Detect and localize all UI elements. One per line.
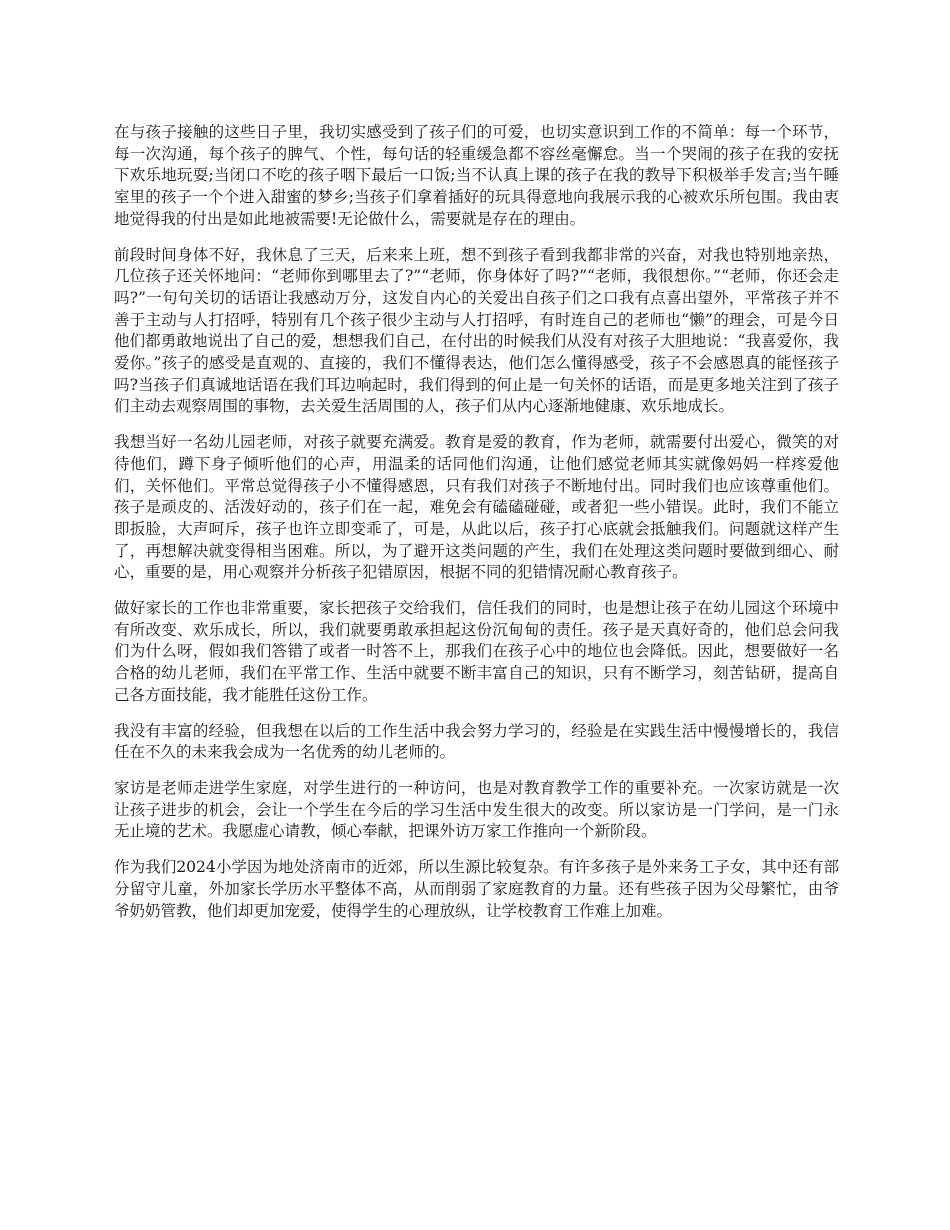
document-body bbox=[114, 122, 839, 936]
paragraph-1: 在与孩子接触的这些日子里，我切实感受到了孩子们的可爱，也切实意识到工作的不简单：每一个环节，每一次沟通，每个孩子的脾气、个性，每句话的轻重缓急都不容丝毫懈怠。当一个哭闹的孩子在我的安抚下欢乐地玩耍;当闭口不吃的孩子咽下最后一口饭;当不认真上课的孩子在我的教导下积极举手发言;当午睡室里的孩子一个个进入甜蜜的梦乡;当孩子们拿着插好的玩具得意地向我展示我的心被欢乐所包围。我由衷地觉得我的付出是如此地被需要!无论做什么，需要就是存在的理由。 bbox=[114, 123, 839, 228]
paragraph-2: 前段时间身体不好，我休息了三天，后来来上班，想不到孩子看到我都非常的兴奋，对我也特别地亲热，几位孩子还关怀地问：“老师你到哪里去了?”“老师，你身体好了吗?”“老师，我很想你。”“老师，你还会走吗?”一句句关切的话语让我感动万分，这发自内心的关爱出自孩子们之口我有点喜出望外，平常孩子并不善于主动与人打招呼，特别有几个孩子很少主动与人打招呼，有时连自己的老师也“懒”的理会，可是今日他们都勇敢地说出了自己的爱，想想我们自己，在付出的时候我们从没有对孩子大胆地说：“我喜爱你，我爱你。”孩子的感受是直观的、直接的，我们不懂得表达，他们怎么懂得感受，孩子不会感恩真的能怪孩子吗?当孩子们真诚地话语在我们耳边响起时，我们得到的何止是一句关怀的话语，而是更多地关注到了孩子们主动去观察周围的事物，去关爱生活周围的人，孩子们从内心逐渐地健康、欢乐地成长。 bbox=[114, 245, 839, 416]
paragraph-5: 我没有丰富的经验，但我想在以后的工作生活中我会努力学习的，经验是在实践生活中慢慢增长的，我信任在不久的未来我会成为一名优秀的幼儿老师的。 bbox=[114, 721, 839, 762]
paragraph-3: 我想当好一名幼儿园老师，对孩子就要充满爱。教育是爱的教育，作为老师，就需要付出爱心，微笑的对待他们，蹲下身子倾听他们的心声，用温柔的话同他们沟通，让他们感觉老师其实就像妈妈一样疼爱他们，关怀他们。平常总觉得孩子小不懂得感恩，只有我们对孩子不断地付出。同时我们也应该尊重他们。孩子是顽皮的、活泼好动的，孩子们在一起，难免会有磕磕碰碰，或者犯一些小错误。此时，我们不能立即扳脸，大声呵斥，孩子也许立即变乖了，可是，从此以后，孩子打心底就会抵触我们。问题就这样产生了，再想解决就变得相当困难。所以，为了避开这类问题的产生，我们在处理这类问题时要做到细心、耐心，重要的是，用心观察并分析孩子犯错原因，根据不同的犯错情况耐心教育孩子。 bbox=[114, 433, 839, 582]
paragraph-4: 做好家长的工作也非常重要，家长把孩子交给我们，信任我们的同时，也是想让孩子在幼儿园这个环境中有所改变、欢乐成长，所以，我们就要勇敢承担起这份沉甸甸的责任。孩子是天真好奇的，他们总会问我们为什么呀，假如我们答错了或者一时答不上，那我们在孩子心中的地位也会降低。因此，想要做好一名合格的幼儿老师，我们在平常工作、生活中就要不断丰富自己的知识，只有不断学习，刻苦钻研，提高自己各方面技能，我才能胜任这份工作。 bbox=[114, 599, 839, 704]
paragraph-6: 家访是老师走进学生家庭，对学生进行的一种访问，也是对教育教学工作的重要补充。一次家访就是一次让孩子进步的机会，会让一个学生在今后的学习生活中发生很大的改变。所以家访是一门学问，是一门永无止境的艺术。我愿虚心请教，倾心奉献，把课外访万家工作推向一个新阶段。 bbox=[114, 778, 839, 841]
paragraph-7: 作为我们2024小学因为地处济南市的近郊，所以生源比较复杂。有许多孩子是外来务工子女，其中还有部分留守儿童，外加家长学历水平整体不高，从而削弱了家庭教育的力量。还有些孩子因为父母繁忙，由爷爷奶奶管教，他们却更加宠爱，使得学生的心理放纵，让学校教育工作难上加难。 bbox=[114, 858, 839, 920]
